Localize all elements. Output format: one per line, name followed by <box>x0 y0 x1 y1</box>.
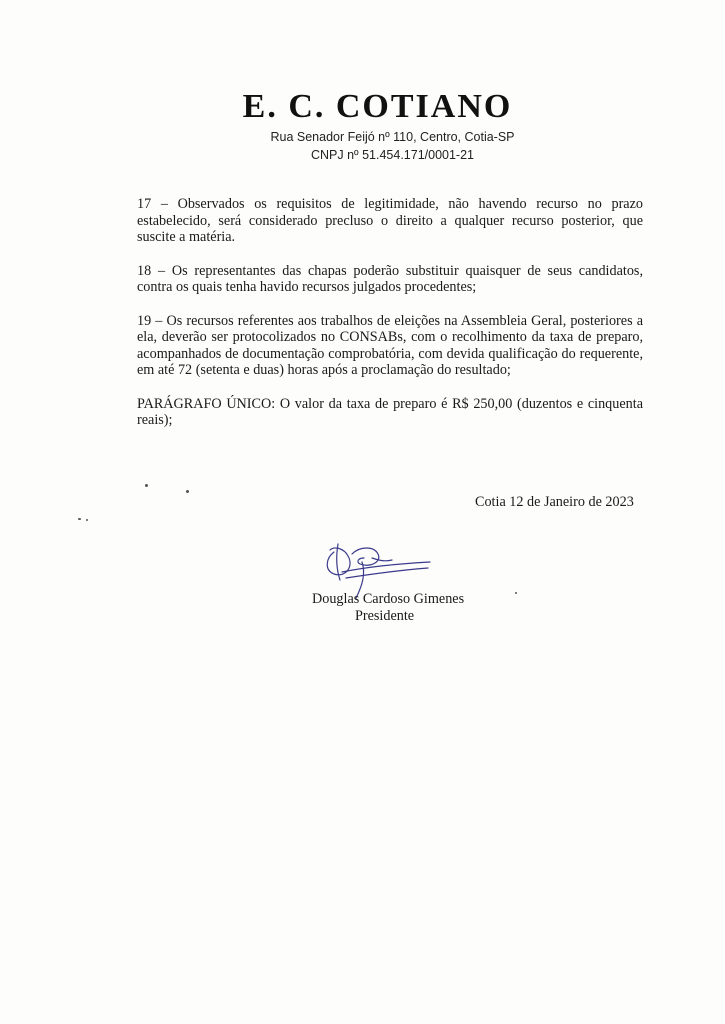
scan-speck <box>86 519 88 521</box>
scan-speck <box>515 592 517 594</box>
signer-name: Douglas Cardoso Gimenes <box>312 591 465 607</box>
date-line: Cotia 12 de Janeiro de 2023 <box>475 494 634 510</box>
letterhead <box>0 88 725 162</box>
club-address: Rua Senador Feijó nº 110, Centro, Cotia-SP <box>270 130 515 144</box>
scan-speck <box>145 484 148 487</box>
signer-role: Presidente <box>355 608 415 624</box>
scan-speck <box>186 490 189 493</box>
paragraph-17: 17 – Observados os requisitos de legitimidade, não havendo recurso no prazo estabelecido, será considerado precluso o direito a qualquer recurso posterior, que suscite a matéria. <box>137 196 643 245</box>
club-name: E. C. COTIANO <box>242 88 513 125</box>
scan-speck <box>78 518 81 520</box>
paragraph-18: 18 – Os representantes das chapas poderão substituir quaisquer de seus candidatos, contra os quais tenha havido recursos julgados procedentes; <box>137 262 643 295</box>
paragraph-19: 19 – Os recursos referentes aos trabalhos de eleições na Assembleia Geral, posteriores a ela, deverão ser protocolizados no CONSABs, com o recolhimento da taxa de preparo, acompanhados de documentação comprobatória, com devida qualificação do requerente, em até 72 (setenta e duas) horas após a proclamação do resultado; <box>137 312 643 378</box>
club-cnpj: CNPJ nº 51.454.171/0001-21 <box>310 148 474 162</box>
paragraph-unico: PARÁGRAFO ÚNICO: O valor da taxa de preparo é R$ 250,00 (duzentos e cinquenta reais); <box>137 395 643 428</box>
document-body <box>137 196 643 446</box>
